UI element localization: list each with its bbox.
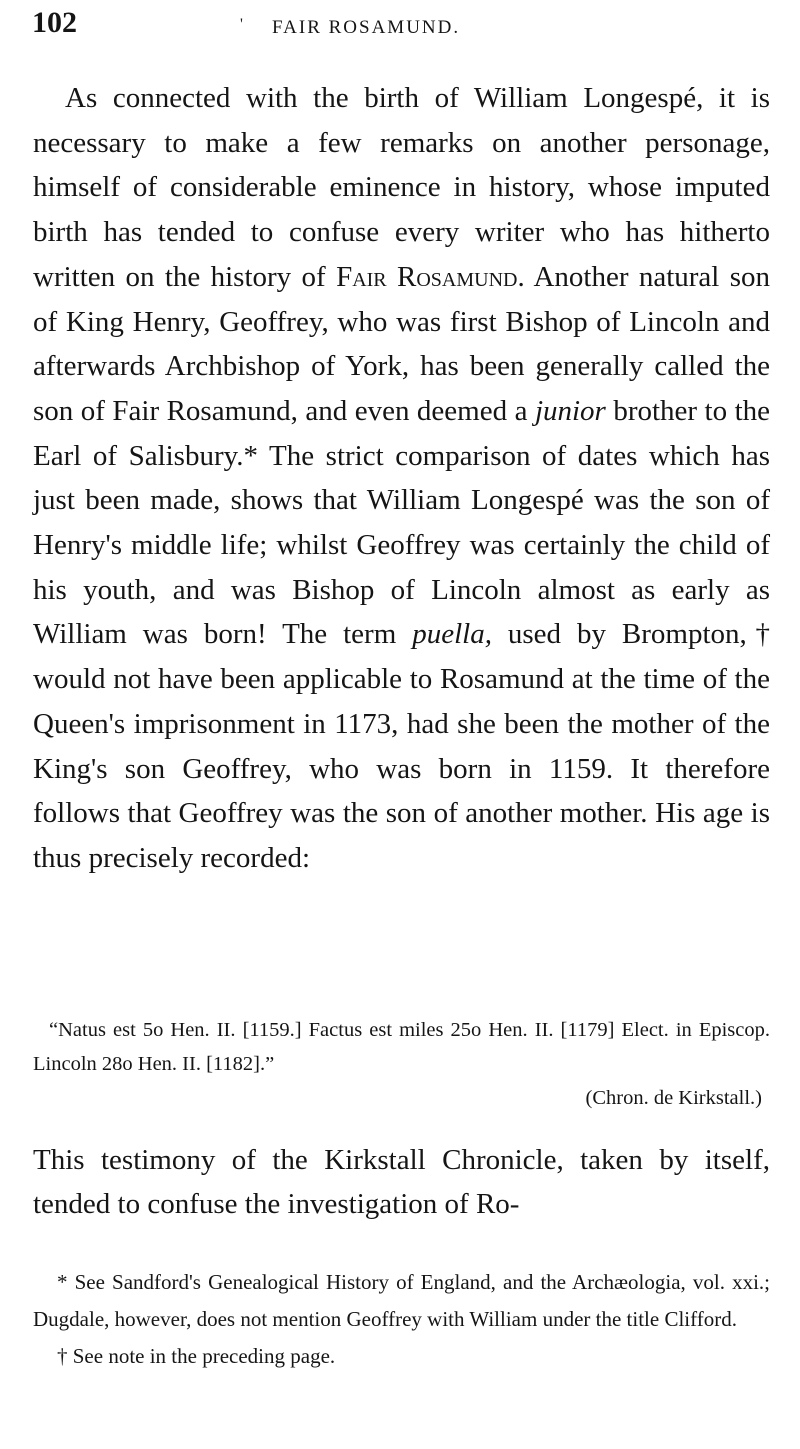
second-paragraph: This testimony of the Kirkstall Chronicle, taken by itself, tended to confuse the investigation of Ro- bbox=[33, 1144, 770, 1220]
small-caps-title: Fair Rosamund. bbox=[336, 260, 525, 293]
main-paragraph bbox=[33, 76, 770, 881]
italic-junior: junior bbox=[534, 394, 606, 427]
italic-puella: puella, bbox=[412, 618, 492, 651]
quote-text: “Natus est 5o Hen. II. [1159.] Factus est miles 25o Hen. II. [1179] Elect. in Episcop. Lincoln 28o Hen. II. [1182].” bbox=[33, 1019, 770, 1075]
paragraph-text-1: As connected with the birth of William Longespé, it is necessary to make a few remarks on another personage, himself of considerable eminence in history, whose imputed birth has tended to confuse every writer who has hitherto written on the history of bbox=[33, 82, 770, 293]
header-tick-mark: ' bbox=[240, 16, 243, 33]
footnote-2: † See note in the preceding page. bbox=[57, 1344, 336, 1368]
running-title: FAIR ROSAMUND. bbox=[272, 17, 461, 38]
footnote-1: * See Sandford's Genealogical History of England, and the Archæologia, vol. xxi.; Dugdale, however, does not mention Geoffrey with William under the title Clifford. bbox=[33, 1270, 770, 1331]
paragraph-text-2: Another natural son of King Henry, Geoffrey, who was first Bishop of Lincoln and afterwards Archbishop of York, has been generally called the son of Fair Rosamund, and even deemed a bbox=[33, 260, 770, 427]
paragraph-text-3: brother to the Earl of Salisbury.* The strict comparison of dates which has just been made, shows that William Longespé was the son of Henry's middle life; whilst Geoffrey was certainly the child of his youth, and was Bishop of Lincoln almost as early as William was born! The term bbox=[33, 394, 771, 651]
quote-citation: (Chron. de Kirkstall.) bbox=[585, 1087, 762, 1109]
block-quote bbox=[33, 1013, 770, 1115]
paragraph-text-4: used by Brompton,† would not have been applicable to Rosamund at the time of the Queen's imprisonment in 1173, had she been the mother of the King's son Geoffrey, who was born in 1159. It therefore follows that Geoffrey was the son of another mother. His age is thus precisely recorded: bbox=[33, 618, 770, 874]
page-number: 102 bbox=[32, 6, 77, 39]
page-header bbox=[32, 6, 770, 46]
footnotes bbox=[33, 1264, 770, 1375]
